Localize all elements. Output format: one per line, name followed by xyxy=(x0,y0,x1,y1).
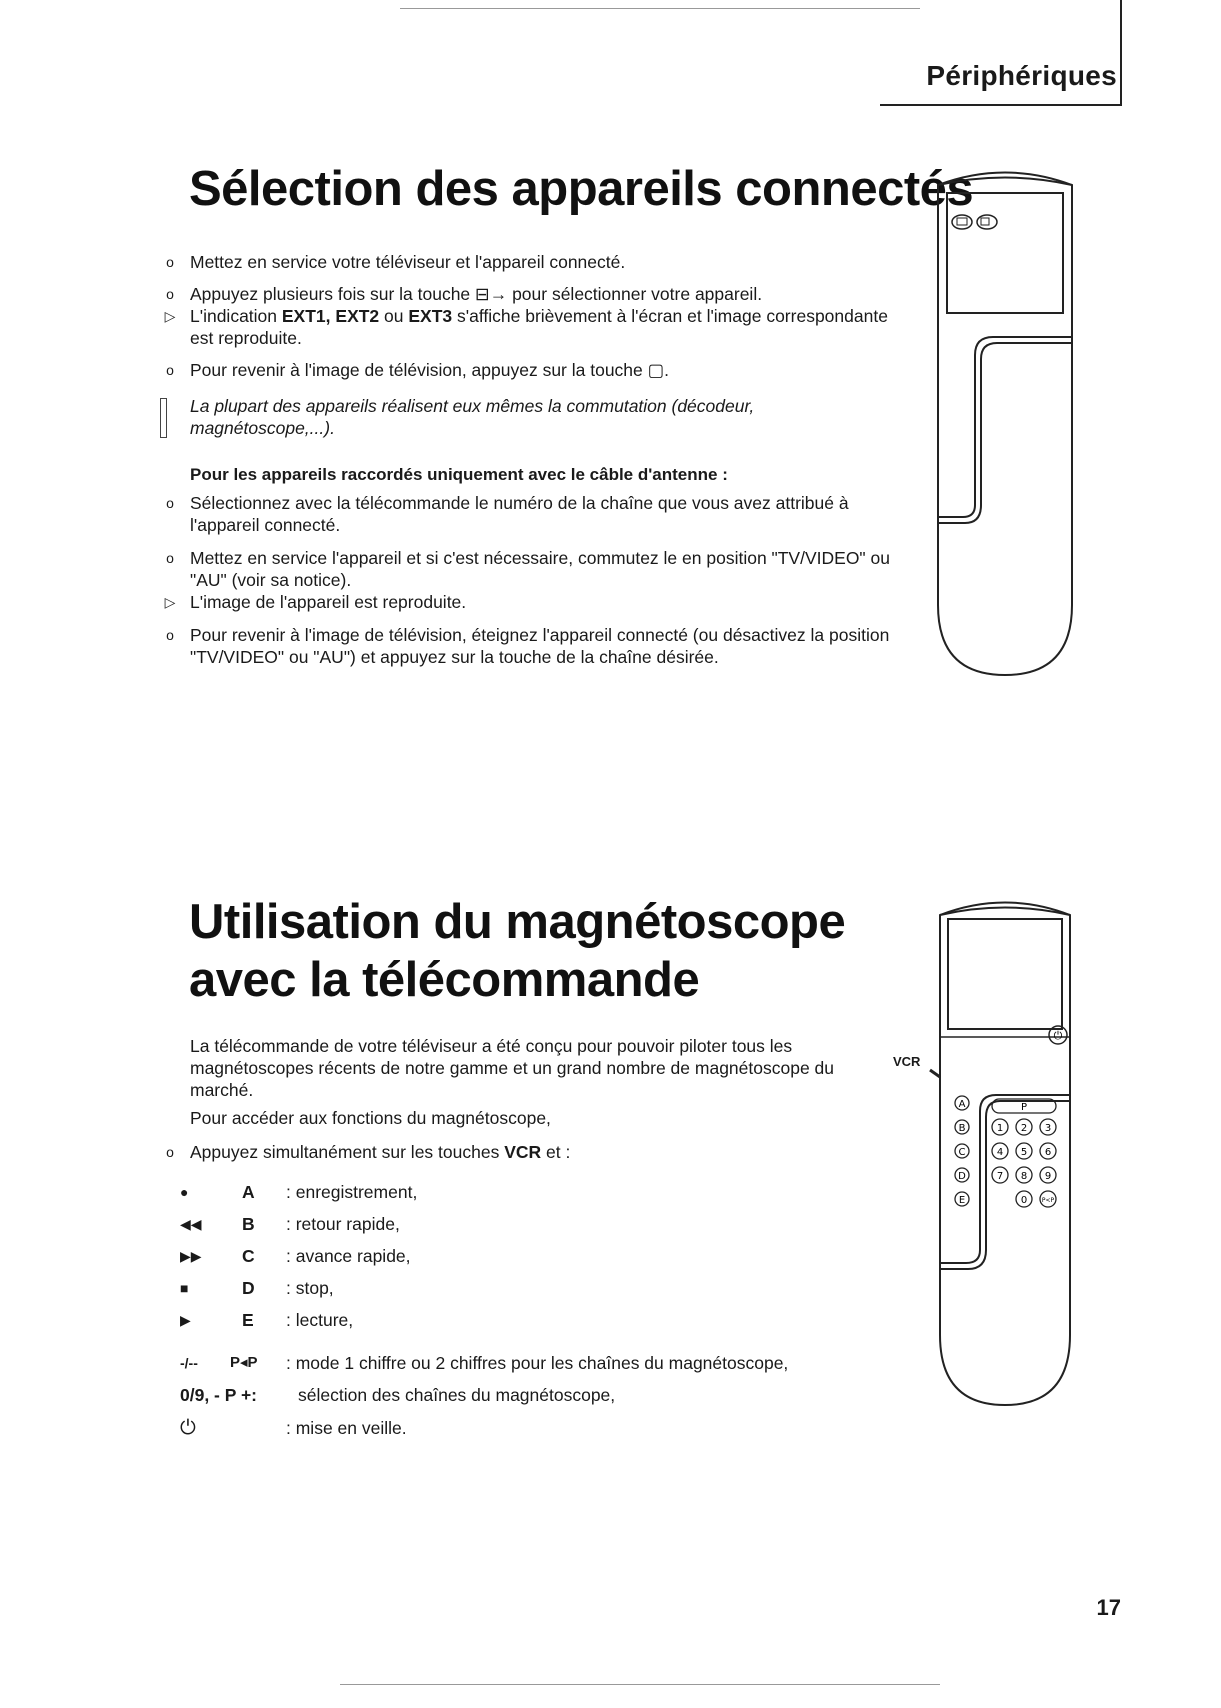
access-paragraph: Pour accéder aux fonctions du magnétoscope, xyxy=(190,1108,551,1128)
ext-source-key-icon: ⊟→ xyxy=(475,284,508,304)
digit-mode-icon: -/-- xyxy=(180,1355,198,1371)
fast-forward-icon: ▶▶ xyxy=(180,1248,202,1264)
ext-key-icon xyxy=(977,215,997,229)
digit-6: 6 xyxy=(1044,1147,1052,1158)
record-icon: ● xyxy=(180,1184,189,1200)
key-b-label: B xyxy=(958,1123,966,1134)
digit-9: 9 xyxy=(1044,1171,1052,1182)
vcr-label: VCR xyxy=(893,1054,921,1069)
key-c-label: C xyxy=(958,1147,966,1158)
section1-title: Sélection des appareils connectés xyxy=(189,162,974,216)
scan-artifact-bottom xyxy=(340,1684,940,1685)
digit-5: 5 xyxy=(1020,1147,1028,1158)
subheading: Pour les appareils raccordés uniquement avec le câble d'antenne : xyxy=(190,465,728,484)
remote-illustration-top xyxy=(935,165,1075,685)
power-key-label: ⏻ xyxy=(1053,1029,1063,1042)
stop-icon: ■ xyxy=(180,1280,189,1296)
remote-illustration-vcr xyxy=(900,895,1090,1435)
digit-1: 1 xyxy=(996,1123,1004,1134)
scan-artifact-top xyxy=(400,8,920,9)
tv-key-icon xyxy=(952,215,972,229)
digit-2: 2 xyxy=(1020,1123,1028,1134)
digit-7: 7 xyxy=(996,1171,1004,1182)
digit-3: 3 xyxy=(1044,1123,1052,1134)
note-icon xyxy=(160,398,167,438)
digit-8: 8 xyxy=(1020,1171,1028,1182)
p-bar-label: P xyxy=(1020,1102,1028,1113)
power-icon: ⏻ xyxy=(180,1417,196,1439)
section2-title: Utilisation du magnétoscope avec la télécommande xyxy=(189,895,846,1007)
play-icon: ▶ xyxy=(180,1312,191,1328)
key-e-label: E xyxy=(958,1195,966,1206)
pp-key-label: P<P xyxy=(1041,1197,1055,1204)
rewind-icon: ◀◀ xyxy=(180,1216,202,1232)
tv-key-icon: ▢ xyxy=(647,360,665,380)
intro-paragraph: La télécommande de votre téléviseur a été conçu pour pouvoir piloter tous les magnétoscopes récents de notre gamme et un grand nombre de magnétoscope du marché. xyxy=(190,1036,835,1100)
digit-0: 0 xyxy=(1020,1195,1028,1206)
digit-4: 4 xyxy=(996,1147,1004,1158)
page-number: 17 xyxy=(1096,1595,1121,1620)
section-label: Périphériques xyxy=(926,60,1117,91)
key-d-label: D xyxy=(958,1171,966,1182)
key-a-label: A xyxy=(958,1099,966,1110)
